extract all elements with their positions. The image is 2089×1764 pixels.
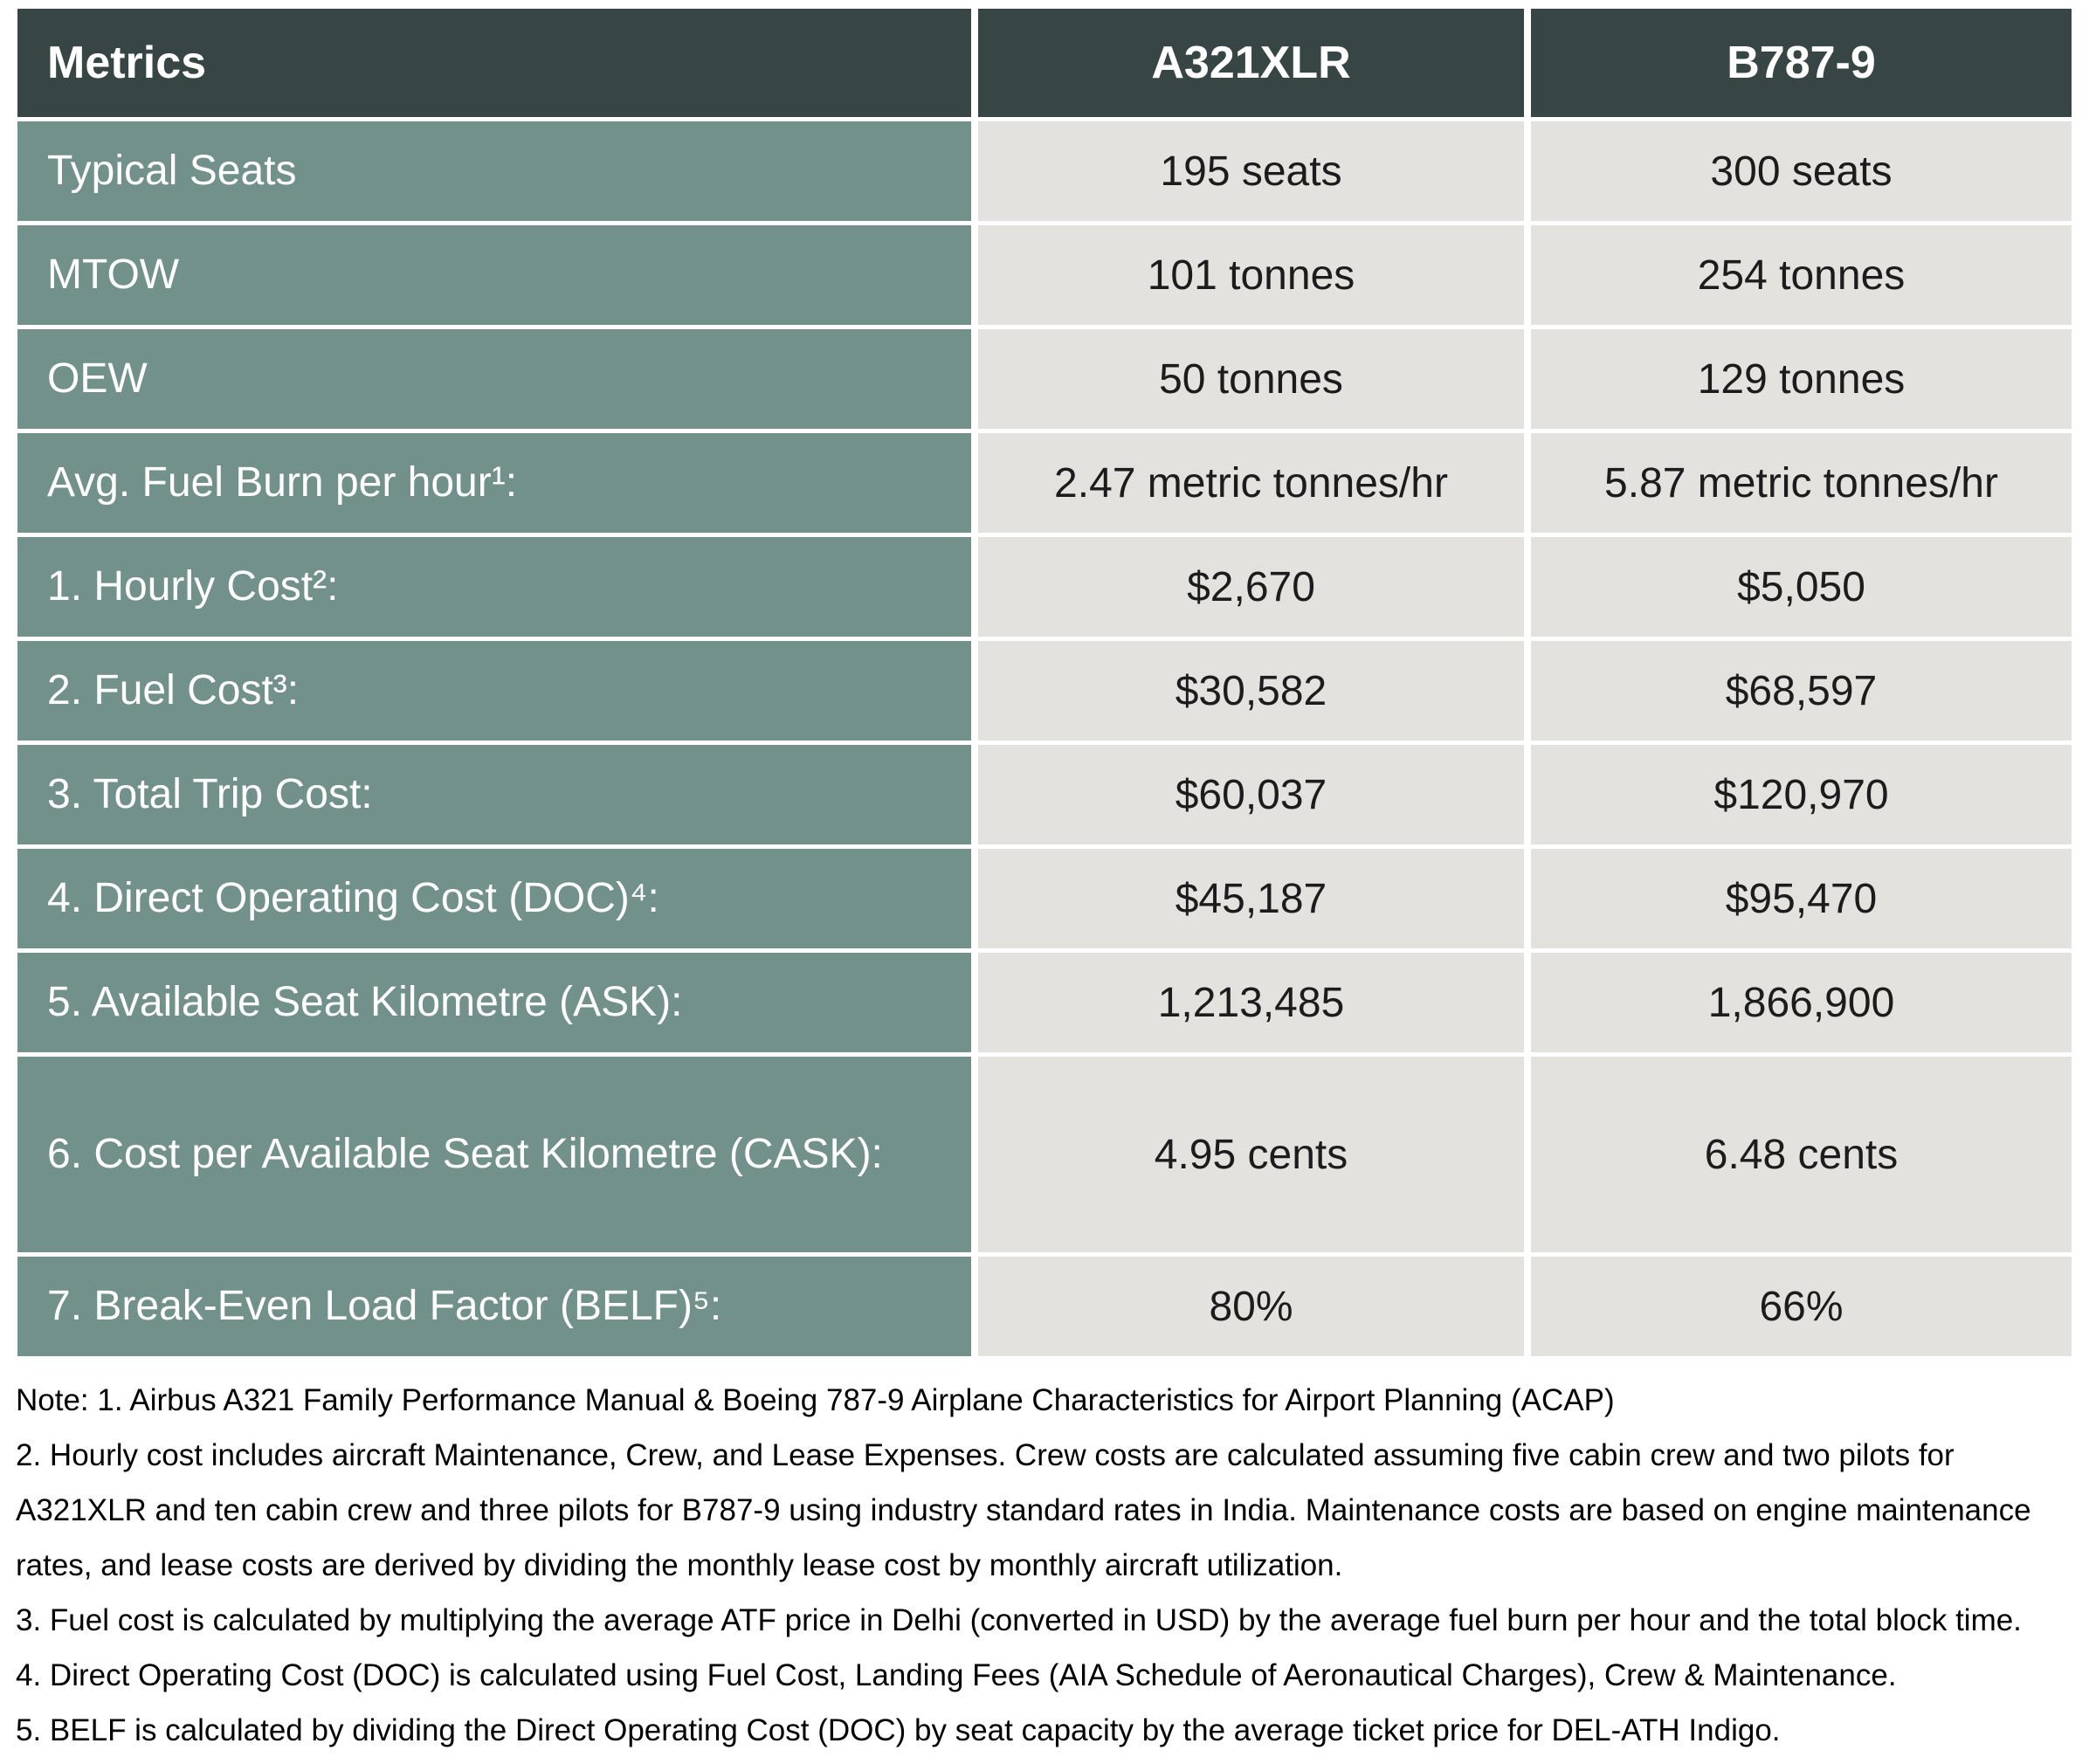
a321xlr-value-cell: $2,670 [978, 537, 1524, 637]
metric-label-cell: 4. Direct Operating Cost (DOC)⁴: [17, 849, 971, 948]
metric-label-cell: 6. Cost per Available Seat Kilometre (CASK): [17, 1057, 971, 1252]
a321xlr-value-cell: $45,187 [978, 849, 1524, 948]
metric-label-cell: 5. Available Seat Kilometre (ASK): [17, 953, 971, 1052]
aircraft-comparison-table [10, 4, 2079, 1361]
table-row [17, 329, 2072, 429]
table-row [17, 537, 2072, 637]
a321xlr-value-cell: 195 seats [978, 121, 1524, 221]
metric-label-cell: Typical Seats [17, 121, 971, 221]
metric-label-cell: Avg. Fuel Burn per hour¹: [17, 433, 971, 533]
note-line: 5. BELF is calculated by dividing the Direct Operating Cost (DOC) by seat capacity by the average ticket price for DEL-ATH Indigo. [16, 1713, 1781, 1747]
metric-label-cell: 2. Fuel Cost³: [17, 641, 971, 741]
b787-9-value-cell: $95,470 [1531, 849, 2072, 948]
note-line: 2. Hourly cost includes aircraft Maintenance, Crew, and Lease Expenses. Crew costs are calculated assuming five cabin crew and two pilots for A321XLR and ten cabin crew and three pilots for B787-9 using industry standard rates in India. Maintenance costs are based on engine maintenance rates, and lease costs are derived by dividing the monthly lease cost by monthly aircraft utilization. [16, 1438, 2031, 1582]
a321xlr-value-cell: 50 tonnes [978, 329, 1524, 429]
a321xlr-column-header: A321XLR [978, 9, 1524, 117]
note-line: 3. Fuel cost is calculated by multiplying the average ATF price in Delhi (converted in USD) by the average fuel burn per hour and the total block time. [16, 1603, 2022, 1637]
note-line: Note: 1. Airbus A321 Family Performance Manual & Boeing 787-9 Airplane Characteristics for Airport Planning (ACAP) [16, 1383, 1615, 1417]
metric-label-cell: 1. Hourly Cost²: [17, 537, 971, 637]
a321xlr-value-cell: $60,037 [978, 745, 1524, 844]
metric-label-cell: 3. Total Trip Cost: [17, 745, 971, 844]
table-row [17, 745, 2072, 844]
table-row [17, 1257, 2072, 1356]
table-row [17, 641, 2072, 741]
b787-9-value-cell: 5.87 metric tonnes/hr [1531, 433, 2072, 533]
b787-9-value-cell: 254 tonnes [1531, 225, 2072, 325]
metric-label-cell: 7. Break-Even Load Factor (BELF)⁵: [17, 1257, 971, 1356]
b787-9-value-cell: $5,050 [1531, 537, 2072, 637]
table-row [17, 121, 2072, 221]
table-row [17, 433, 2072, 533]
a321xlr-value-cell: 101 tonnes [978, 225, 1524, 325]
a321xlr-value-cell: 1,213,485 [978, 953, 1524, 1052]
a321xlr-value-cell: 80% [978, 1257, 1524, 1356]
metrics-column-header: Metrics [17, 9, 971, 117]
a321xlr-value-cell: $30,582 [978, 641, 1524, 741]
metric-label-cell: OEW [17, 329, 971, 429]
b787-9-value-cell: 6.48 cents [1531, 1057, 2072, 1252]
metric-label-cell: MTOW [17, 225, 971, 325]
a321xlr-value-cell: 4.95 cents [978, 1057, 1524, 1252]
table-body [17, 121, 2072, 1356]
a321xlr-value-cell: 2.47 metric tonnes/hr [978, 433, 1524, 533]
b787-9-value-cell: 66% [1531, 1257, 2072, 1356]
header-row [17, 9, 2072, 117]
b787-9-value-cell: 1,866,900 [1531, 953, 2072, 1052]
b787-9-value-cell: 129 tonnes [1531, 329, 2072, 429]
table-header [17, 9, 2072, 117]
b787-9-column-header: B787-9 [1531, 9, 2072, 117]
table-row [17, 225, 2072, 325]
table-row [17, 953, 2072, 1052]
table-row [17, 1057, 2072, 1252]
b787-9-value-cell: $68,597 [1531, 641, 2072, 741]
table-row [17, 849, 2072, 948]
b787-9-value-cell: $120,970 [1531, 745, 2072, 844]
note-line: 4. Direct Operating Cost (DOC) is calculated using Fuel Cost, Landing Fees (AIA Schedule of Aeronautical Charges), Crew & Maintenance. [16, 1658, 1897, 1692]
b787-9-value-cell: 300 seats [1531, 121, 2072, 221]
notes-section [16, 1373, 2077, 1758]
